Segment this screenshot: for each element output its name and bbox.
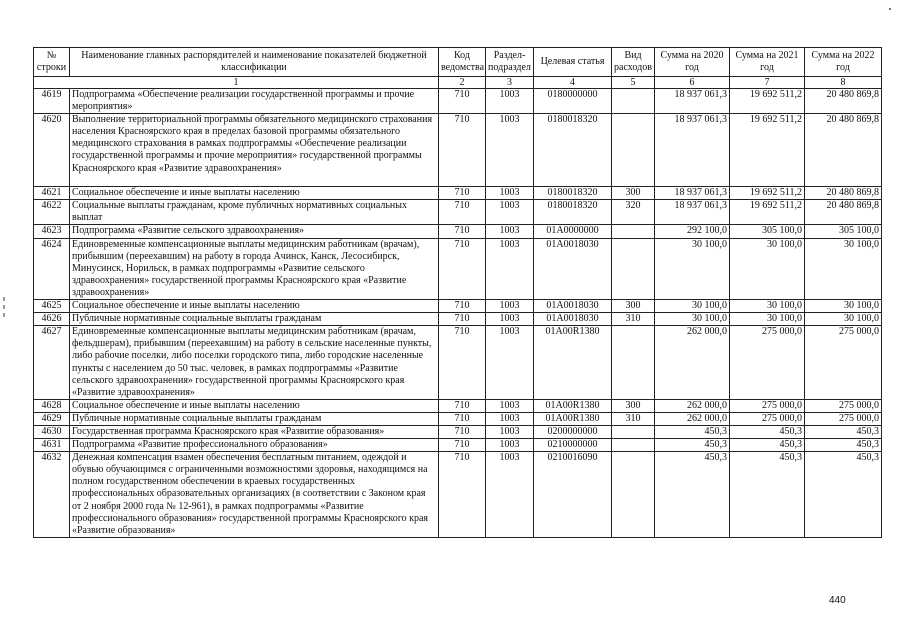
- row-sum-2022: 450,3: [805, 439, 882, 452]
- row-code: 710: [439, 425, 486, 438]
- row-section: 1003: [486, 300, 534, 313]
- row-sum-2021: 30 100,0: [730, 313, 805, 326]
- row-type: 320: [612, 200, 655, 225]
- row-type: [612, 238, 655, 299]
- row-sum-2020: 450,3: [655, 439, 730, 452]
- row-sum-2022: 275 000,0: [805, 399, 882, 412]
- row-target: 01А00R1380: [534, 412, 612, 425]
- row-number: 4623: [34, 225, 70, 238]
- header-section: Раздел-подраздел: [486, 48, 534, 77]
- row-code: 710: [439, 326, 486, 400]
- row-target: 0210000000: [534, 439, 612, 452]
- row-sum-2021: 275 000,0: [730, 399, 805, 412]
- row-type: [612, 114, 655, 187]
- row-sum-2022: 275 000,0: [805, 412, 882, 425]
- row-sum-2021: 19 692 511,2: [730, 89, 805, 114]
- table-body: [34, 89, 882, 538]
- header-sum-2021: Сумма на 2021 год: [730, 48, 805, 77]
- table-row: [34, 313, 882, 326]
- row-section: 1003: [486, 200, 534, 225]
- row-number: 4626: [34, 313, 70, 326]
- row-number: 4622: [34, 200, 70, 225]
- row-sum-2022: 30 100,0: [805, 313, 882, 326]
- row-code: 710: [439, 114, 486, 187]
- row-sum-2020: 292 100,0: [655, 225, 730, 238]
- column-number: 5: [612, 77, 655, 89]
- row-type: 310: [612, 412, 655, 425]
- table-row: [34, 238, 882, 299]
- row-type: [612, 439, 655, 452]
- row-section: 1003: [486, 114, 534, 187]
- row-name: Единовременные компенсационные выплаты медицинским работникам (врачам, фельдшерам), прибывшим (переехавшим) на работу в сельские населенные пункты, либо рабочие поселки, либо поселки городского типа, либо городские населенные пункты с населением до 50 тыс. человек, в рамках подпрограммы «Развитие сельского здравоохранения» государственной программы Красноярского края «Развитие здравоохранения»: [70, 326, 439, 400]
- row-sum-2021: 450,3: [730, 439, 805, 452]
- row-sum-2022: 450,3: [805, 452, 882, 538]
- row-code: 710: [439, 200, 486, 225]
- row-name: Социальное обеспечение и иные выплаты населению: [70, 300, 439, 313]
- row-sum-2021: 19 692 511,2: [730, 200, 805, 225]
- row-number: 4629: [34, 412, 70, 425]
- row-type: 300: [612, 187, 655, 200]
- row-section: 1003: [486, 313, 534, 326]
- row-sum-2022: 20 480 869,8: [805, 200, 882, 225]
- table-row: [34, 187, 882, 200]
- scan-mark: [3, 313, 5, 317]
- row-sum-2021: 275 000,0: [730, 412, 805, 425]
- row-sum-2022: 305 100,0: [805, 225, 882, 238]
- row-name: Подпрограмма «Обеспечение реализации государственной программы и прочие мероприятия»: [70, 89, 439, 114]
- column-number: 7: [730, 77, 805, 89]
- header-num: № строки: [34, 48, 70, 77]
- row-target: 0180018320: [534, 187, 612, 200]
- row-sum-2022: 20 480 869,8: [805, 187, 882, 200]
- row-target: 0180000000: [534, 89, 612, 114]
- row-target: 0180018320: [534, 200, 612, 225]
- row-sum-2021: 19 692 511,2: [730, 114, 805, 187]
- page-number: 440: [829, 595, 846, 606]
- row-sum-2020: 18 937 061,3: [655, 89, 730, 114]
- table-row: [34, 412, 882, 425]
- row-target: 01А00R1380: [534, 326, 612, 400]
- header-type: Вид расходов: [612, 48, 655, 77]
- row-type: [612, 452, 655, 538]
- row-number: 4621: [34, 187, 70, 200]
- table-row: [34, 326, 882, 400]
- row-code: 710: [439, 439, 486, 452]
- row-section: 1003: [486, 452, 534, 538]
- scan-dot: [889, 8, 891, 10]
- row-sum-2020: 262 000,0: [655, 326, 730, 400]
- row-code: 710: [439, 225, 486, 238]
- row-sum-2022: 20 480 869,8: [805, 114, 882, 187]
- row-target: 01А0018030: [534, 238, 612, 299]
- row-type: [612, 225, 655, 238]
- row-sum-2021: 19 692 511,2: [730, 187, 805, 200]
- row-sum-2020: 18 937 061,3: [655, 187, 730, 200]
- budget-table: [33, 47, 882, 538]
- row-number: 4630: [34, 425, 70, 438]
- row-section: 1003: [486, 439, 534, 452]
- table-row: [34, 452, 882, 538]
- row-target: 0180018320: [534, 114, 612, 187]
- row-target: 01А0000000: [534, 225, 612, 238]
- row-number: 4632: [34, 452, 70, 538]
- row-sum-2021: 30 100,0: [730, 300, 805, 313]
- row-target: 01А0018030: [534, 300, 612, 313]
- row-sum-2020: 450,3: [655, 452, 730, 538]
- header-name: Наименование главных распорядителей и наименование показателей бюджетной классификации: [70, 48, 439, 77]
- row-target: 01А00R1380: [534, 399, 612, 412]
- row-type: 300: [612, 399, 655, 412]
- row-sum-2021: 450,3: [730, 425, 805, 438]
- header-sum-2022: Сумма на 2022 год: [805, 48, 882, 77]
- row-sum-2020: 262 000,0: [655, 399, 730, 412]
- row-section: 1003: [486, 225, 534, 238]
- row-target: 01А0018030: [534, 313, 612, 326]
- column-number: 4: [534, 77, 612, 89]
- row-sum-2022: 20 480 869,8: [805, 89, 882, 114]
- row-sum-2022: 450,3: [805, 425, 882, 438]
- row-name: Подпрограмма «Развитие сельского здравоохранения»: [70, 225, 439, 238]
- row-sum-2022: 275 000,0: [805, 326, 882, 400]
- header-row: [34, 48, 882, 77]
- table-row: [34, 114, 882, 187]
- row-number: 4619: [34, 89, 70, 114]
- row-name: Выполнение территориальной программы обязательного медицинского страхования населения Красноярского края в пределах базовой программы обязательного медицинского страхования в рамках подпрограммы «Обеспечение реализации государственной программы и прочие мероприятия» государственной программы Красноярского края «Развитие здравоохранения»: [70, 114, 439, 187]
- row-sum-2020: 30 100,0: [655, 300, 730, 313]
- row-number: 4627: [34, 326, 70, 400]
- table-row: [34, 200, 882, 225]
- row-sum-2021: 450,3: [730, 452, 805, 538]
- table-row: [34, 300, 882, 313]
- row-code: 710: [439, 313, 486, 326]
- row-name: Публичные нормативные социальные выплаты гражданам: [70, 313, 439, 326]
- header-sum-2020: Сумма на 2020 год: [655, 48, 730, 77]
- row-sum-2021: 30 100,0: [730, 238, 805, 299]
- row-sum-2020: 262 000,0: [655, 412, 730, 425]
- row-code: 710: [439, 300, 486, 313]
- row-type: [612, 326, 655, 400]
- header-code: Код ведомства: [439, 48, 486, 77]
- row-type: [612, 425, 655, 438]
- row-target: 0200000000: [534, 425, 612, 438]
- row-sum-2021: 305 100,0: [730, 225, 805, 238]
- row-name: Денежная компенсация взамен обеспечения бесплатным питанием, одеждой и обувью обучающимся с ограниченными возможностями здоровья, находящимся на полном государственном обеспечении в краевых государственных профессиональных образовательных организациях (в соответствии с Законом края от 2 ноября 2000 года № 12-961), в рамках подпрограммы «Развитие профессионального образования» государственной программы Красноярского края «Развитие образования»: [70, 452, 439, 538]
- row-type: [612, 89, 655, 114]
- row-code: 710: [439, 452, 486, 538]
- row-code: 710: [439, 238, 486, 299]
- row-section: 1003: [486, 238, 534, 299]
- row-name: Публичные нормативные социальные выплаты гражданам: [70, 412, 439, 425]
- row-number: 4628: [34, 399, 70, 412]
- row-sum-2022: 30 100,0: [805, 238, 882, 299]
- row-sum-2020: 30 100,0: [655, 313, 730, 326]
- row-type: 310: [612, 313, 655, 326]
- column-number: 3: [486, 77, 534, 89]
- scan-mark: [3, 305, 5, 309]
- scan-mark: [3, 297, 5, 301]
- row-code: 710: [439, 89, 486, 114]
- row-code: 710: [439, 187, 486, 200]
- row-number: 4624: [34, 238, 70, 299]
- table-row: [34, 399, 882, 412]
- row-number: 4631: [34, 439, 70, 452]
- row-name: Государственная программа Красноярского края «Развитие образования»: [70, 425, 439, 438]
- row-type: 300: [612, 300, 655, 313]
- row-name: Социальное обеспечение и иные выплаты населению: [70, 399, 439, 412]
- row-sum-2020: 30 100,0: [655, 238, 730, 299]
- row-sum-2020: 18 937 061,3: [655, 114, 730, 187]
- row-section: 1003: [486, 89, 534, 114]
- row-sum-2020: 450,3: [655, 425, 730, 438]
- table-row: [34, 89, 882, 114]
- row-name: Социальные выплаты гражданам, кроме публичных нормативных социальных выплат: [70, 200, 439, 225]
- column-number-row: [34, 77, 882, 89]
- column-number: 2: [439, 77, 486, 89]
- table-row: [34, 425, 882, 438]
- row-name: Единовременные компенсационные выплаты медицинским работникам (врачам), прибывшим (переехавшим) на работу в города Ачинск, Канск, Лесосибирск, Минусинск, Норильск, в рамках подпрограммы «Развитие сельского здравоохранения» государственной программы Красноярского края «Развитие здравоохранения»: [70, 238, 439, 299]
- row-sum-2021: 275 000,0: [730, 326, 805, 400]
- table-row: [34, 225, 882, 238]
- row-name: Социальное обеспечение и иные выплаты населению: [70, 187, 439, 200]
- row-target: 0210016090: [534, 452, 612, 538]
- row-code: 710: [439, 399, 486, 412]
- row-section: 1003: [486, 326, 534, 400]
- row-section: 1003: [486, 399, 534, 412]
- row-number: 4620: [34, 114, 70, 187]
- column-number: 8: [805, 77, 882, 89]
- row-code: 710: [439, 412, 486, 425]
- row-number: 4625: [34, 300, 70, 313]
- row-sum-2022: 30 100,0: [805, 300, 882, 313]
- table-row: [34, 439, 882, 452]
- row-sum-2020: 18 937 061,3: [655, 200, 730, 225]
- row-section: 1003: [486, 187, 534, 200]
- column-number: 1: [34, 77, 439, 89]
- row-name: Подпрограмма «Развитие профессионального образования»: [70, 439, 439, 452]
- header-target: Целевая статья: [534, 48, 612, 77]
- row-section: 1003: [486, 412, 534, 425]
- row-section: 1003: [486, 425, 534, 438]
- column-number: 6: [655, 77, 730, 89]
